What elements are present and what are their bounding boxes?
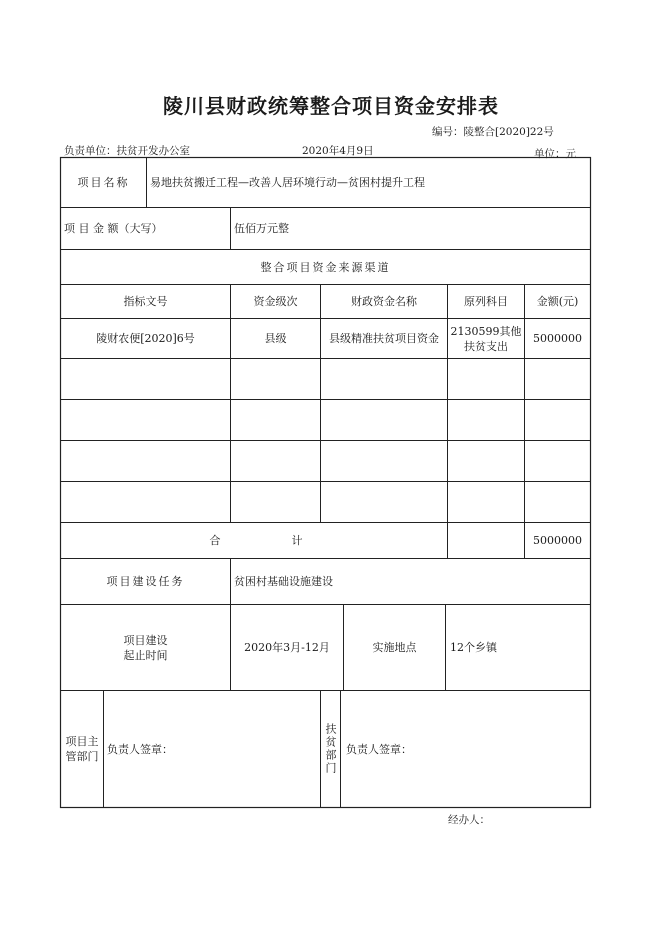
total-label-first: 合 bbox=[209, 534, 221, 547]
handler-label: 经办人： bbox=[448, 814, 490, 826]
header-fund-level: 资金级次 bbox=[253, 295, 298, 308]
project-name-label: 项目名称 bbox=[77, 176, 130, 189]
period-label-line-2: 起止时间 bbox=[123, 648, 168, 662]
department-label: 项目主管部门 bbox=[65, 735, 99, 763]
poverty-department-label: 扶贫部门 bbox=[324, 723, 337, 775]
department-signature: 负责人签章： bbox=[107, 742, 173, 756]
table-row-cell: 陵财农便[2020]6号 bbox=[96, 332, 195, 345]
funding-sources-title: 整合项目资金来源渠道 bbox=[260, 260, 391, 274]
total-amount: 5000000 bbox=[533, 534, 582, 547]
poverty-department-signature: 负责人签章： bbox=[346, 742, 412, 756]
total-label-second: 计 bbox=[291, 534, 303, 547]
header-document-number: 指标文号 bbox=[123, 295, 168, 308]
period-label-line-1: 项目建设 bbox=[123, 633, 168, 647]
header-original-subject: 原列科目 bbox=[464, 295, 508, 308]
project-amount-label: 项 目 金 额（大写） bbox=[64, 222, 163, 235]
responsible-unit: 负责单位：扶贫开发办公室 bbox=[64, 145, 190, 157]
project-amount-value: 伍佰万元整 bbox=[234, 222, 289, 235]
construction-period-value: 2020年3月-12月 bbox=[244, 641, 330, 654]
table-row-cell: 2130599其他扶贫支出 bbox=[450, 324, 522, 353]
header-fund-name: 财政资金名称 bbox=[351, 295, 417, 308]
serial-number: 编号：陵整合[2020]22号 bbox=[432, 126, 554, 138]
construction-task-value: 贫困村基础设施建设 bbox=[234, 575, 333, 588]
location-label: 实施地点 bbox=[372, 641, 417, 654]
project-name-value: 易地扶贫搬迁工程—改善人居环境行动—贫困村提升工程 bbox=[150, 176, 425, 189]
table-row-cell: 5000000 bbox=[533, 332, 582, 345]
table-row-cell: 县级精准扶贫项目资金 bbox=[329, 332, 439, 345]
currency-unit: 单位：元 bbox=[534, 148, 576, 160]
location-value: 12个乡镇 bbox=[450, 641, 497, 654]
construction-period-label bbox=[61, 605, 230, 690]
document-date: 2020年4月9日 bbox=[302, 145, 374, 157]
construction-task-label: 项目建设任务 bbox=[106, 575, 185, 588]
page-title: 陵川县财政统筹整合项目资金安排表 bbox=[163, 94, 499, 118]
header-amount: 金额(元) bbox=[536, 295, 579, 308]
table-row-cell: 县级 bbox=[264, 332, 287, 345]
